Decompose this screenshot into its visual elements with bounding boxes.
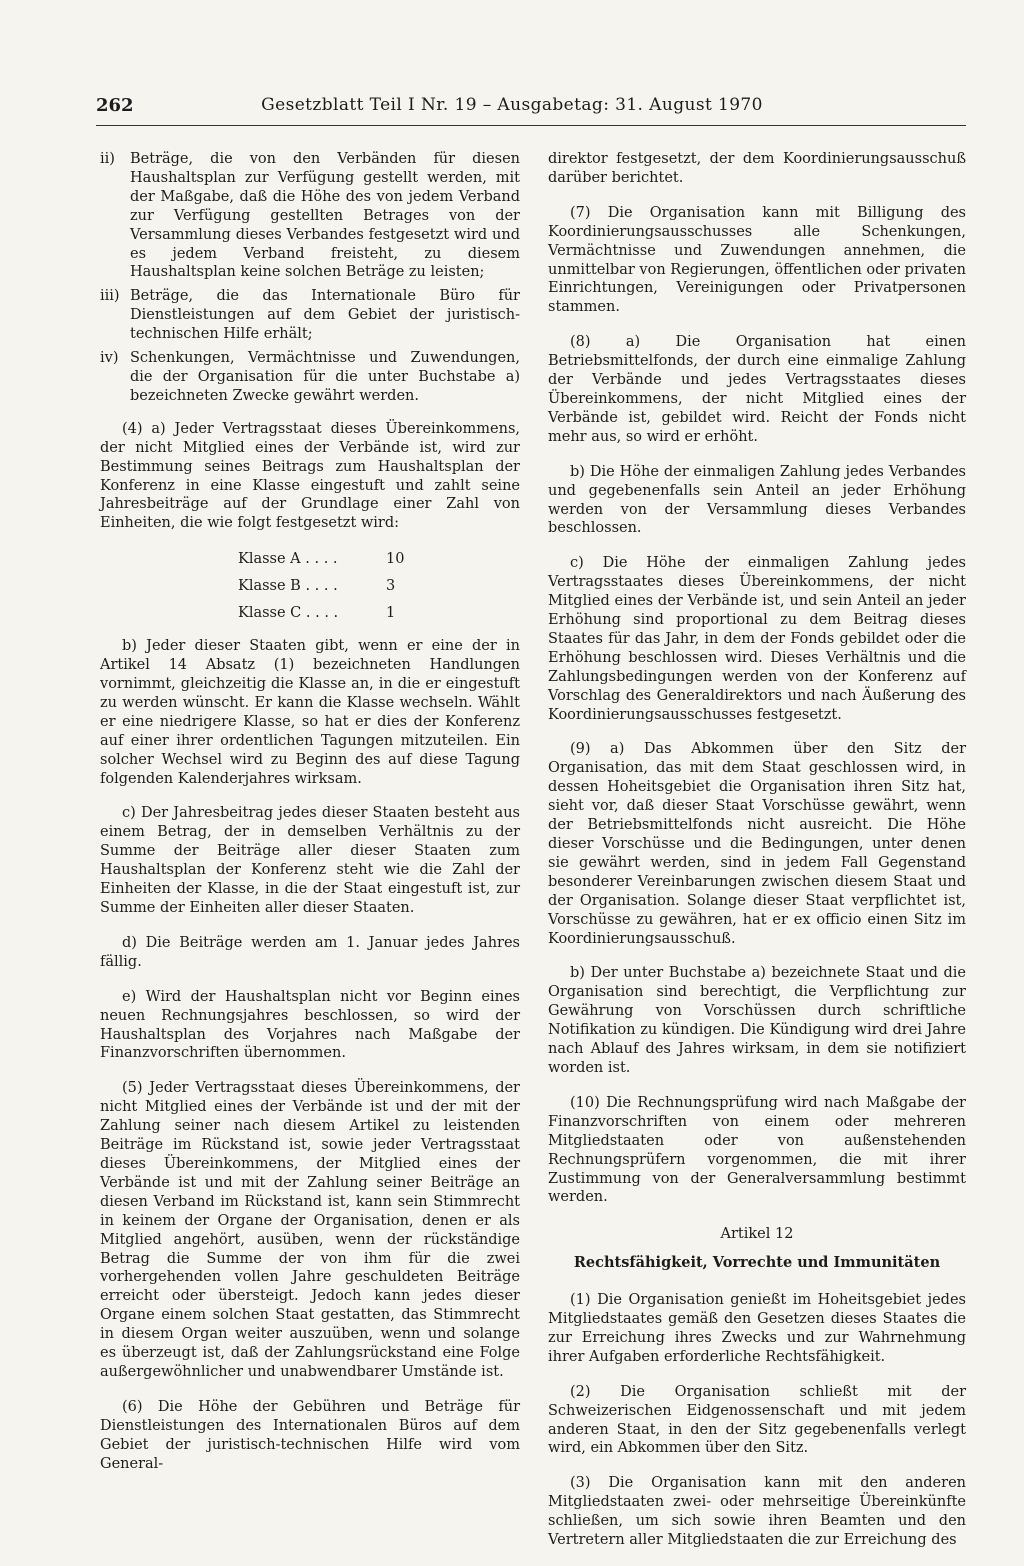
paragraph-4b: b) Jeder dieser Staaten gibt, wenn er eine der in Artikel 14 Absatz (1) bezeichneten Handlungen vornimmt, gleichzeitig die Klasse an, in die er eingestuft zu werden wünscht. Er kann die Klasse wechseln. Wählt er eine niedrigere Klasse, so hat er dies der Konferenz auf einer ihrer ordentlichen Tagungen mitzuteilen. Ein solcher Wechsel wird zu Beginn des auf diese Tagung folgenden Kalenderjahres wirksam. xyxy=(100,638,520,787)
paragraph-8b: b) Die Höhe der einmaligen Zahlung jedes Verbandes und gegebenenfalls sein Anteil an jeder Erhöhung werden von der Versammlung dieses Verbandes beschlossen. xyxy=(548,463,966,537)
article-subheading: Rechtsfähigkeit, Vorrechte und Immunitäten xyxy=(573,1254,941,1272)
list-item-text: Beträge, die das Internationale Büro für Dienstleistungen auf dem Gebiet der juristisch-technischen Hilfe erhält; xyxy=(130,288,520,343)
page-title: Gesetzblatt Teil I Nr. 19 – Ausgabetag: 31. August 1970 xyxy=(261,95,763,115)
article-12-paragraph-1: (1) Die Organisation genießt im Hoheitsgebiet jedes Mitgliedstaates gemäß den Gesetzen dieses Staates die zur Erreichung ihres Zwecks und zur Wahrnehmung ihrer Aufgaben erforderliche Rechtsfähigkeit. xyxy=(548,1292,966,1365)
paragraph-4c: c) Der Jahresbeitrag jedes dieser Staaten besteht aus einem Betrag, der in demselben Verhältnis zu der Summe der Beiträge aller dieser Staaten zum Haushaltsplan der Konferenz steht wie die Zahl der Einheiten der Klasse, in die der Staat eingestuft ist, zur Summe der Einheiten aller dieser Staaten. xyxy=(100,805,520,916)
paragraph-6: (6) Die Höhe der Gebühren und Beträge für Dienstleistungen des Internationalen Büros auf dem Gebiet der juristisch-technischen Hilfe wird vom General- xyxy=(100,1398,520,1472)
page-number: 262 xyxy=(96,95,134,116)
class-name: Klasse C . . . . xyxy=(238,605,339,622)
class-name: Klasse A . . . . xyxy=(238,551,338,568)
list-item-text: Schenkungen, Vermächtnisse und Zuwendungen, die der Organisation für die unter Buchstabe a) bezeichneten Zwecke gewährt werden. xyxy=(130,350,520,404)
paragraph-6-continued: direktor festgesetzt, der dem Koordinierungsausschuß darüber berichtet. xyxy=(548,151,966,186)
list-marker: iv) xyxy=(100,350,119,367)
paragraph-4a: (4) a) Jeder Vertragsstaat dieses Übereinkommens, der nicht Mitglied eines der Verbände ist, wird zur Bestimmung seines Beitrags zum Haushaltsplan der Konferenz in eine Klasse eingestuft und zahlt seine Jahresbeiträge auf der Grundlage einer Zahl von Einheiten, die wie folgt festgesetzt wird: xyxy=(100,420,520,532)
list-item xyxy=(100,287,520,344)
header-divider xyxy=(96,125,966,126)
paragraph-4e: e) Wird der Haushaltsplan nicht vor Beginn eines neuen Rechnungsjahres beschlossen, so wird der Haushaltsplan des Vorjahres nach Maßgabe der Finanzvorschriften übernommen. xyxy=(100,988,520,1062)
paragraph-9b: b) Der unter Buchstabe a) bezeichnete Staat und die Organisation sind berechtigt, die Verpflichtung zur Gewährung von Vorschüssen durch schriftliche Notifikation zu kündigen. Die Kündigung wird drei Jahre nach Ablauf des Jahres wirksam, in dem sie notifiziert worden ist. xyxy=(548,965,966,1076)
class-name: Klasse B . . . . xyxy=(238,578,338,595)
page-header xyxy=(0,95,1024,125)
paragraph-10: (10) Die Rechnungsprüfung wird nach Maßgabe der Finanzvorschriften von einem oder mehreren Mitgliedstaaten oder von außenstehenden Rechnungsprüfern vorgenommen, die mit ihrer Zustimmung von der Generalversammlung bestimmt werden. xyxy=(548,1094,966,1206)
right-column xyxy=(548,150,966,1566)
article-12-paragraph-3: (3) Die Organisation kann mit den anderen Mitgliedstaaten zwei- oder mehrseitige Übereinkünfte schließen, um sich sowie ihren Beamten und den Vertretern aller Mitgliedstaaten die zur Erreichung des xyxy=(548,1475,966,1549)
paragraph-8c: c) Die Höhe der einmaligen Zahlung jedes Vertragsstaates dieses Übereinkommens, der nicht Mitglied eines der Verbände ist, und sein Anteil an jeder Erhöhung sind proportional zu dem Beitrag dieses Staates für das Jahr, in dem der Fonds gebildet oder die Erhöhung beschlossen wird. Dieses Verhältnis und die Zahlungsbedingungen werden von der Konferenz auf Vorschlag des Generaldirektors und nach Äußerung des Koordinierungsausschusses festgesetzt. xyxy=(548,555,966,723)
class-units: 3 xyxy=(386,578,396,595)
left-column xyxy=(100,150,520,1489)
paragraph-8a: (8) a) Die Organisation hat einen Betriebsmittelfonds, der durch eine einmalige Zahlung der Verbände und jedes Vertragsstaates dieses Übereinkommens, der nicht Mitglied eines der Verbände ist, gebildet wird. Reicht der Fonds nicht mehr aus, so wird er erhöht. xyxy=(548,334,966,445)
list-item xyxy=(100,349,520,406)
article-heading: Artikel 12 xyxy=(720,1226,794,1243)
list-item-text: Beträge, die von den Verbänden für diesen Haushaltsplan zur Verfügung gestellt werden, mit der Maßgabe, daß die Höhe des von jedem Verband zur Verfügung gestellten Betrages von der Versammlung dieses Verbandes festgesetzt wird und es jedem Verband freisteht, zu diesem Haushaltsplan keine solchen Beträge zu leisten; xyxy=(130,151,520,281)
class-row xyxy=(238,549,520,569)
paragraph-5: (5) Jeder Vertragsstaat dieses Übereinkommens, der nicht Mitglied eines der Verbände ist und der mit der Zahlung seiner nach diesem Artikel zu leistenden Beiträge im Rückstand ist, sowie jeder Vertragsstaat dieses Übereinkommens, der Mitglied eines der Verbände ist und mit der Zahlung seiner Beiträge an diesen Verband im Rückstand ist, kann sein Stimmrecht in keinem der Organe der Organisation, denen er als Mitglied angehört, ausüben, wenn der rückständige Betrag die Summe der von ihm für die zwei vorhergehenden vollen Jahre geschuldeten Beiträge erreicht oder übersteigt. Jedoch kann jedes dieser Organe einem solchen Staat gestatten, das Stimmrecht in diesem Organ weiter auszuüben, wenn und solange es überzeugt ist, daß der Zahlungsrückstand eine Folge außergewöhnlicher und unabwendbarer Umstände ist. xyxy=(100,1080,520,1380)
paragraph-7: (7) Die Organisation kann mit Billigung des Koordinierungsausschusses alle Schenkungen, Vermächtnisse und Zuwendungen annehmen, die unmittelbar von Regierungen, öffentlichen oder privaten Einrichtungen, Vereinigungen oder Privatpersonen stammen. xyxy=(548,204,966,316)
class-table xyxy=(100,549,520,623)
class-row xyxy=(238,603,520,623)
paragraph-9a: (9) a) Das Abkommen über den Sitz der Organisation, das mit dem Staat geschlossen wird, in dessen Hoheitsgebiet die Organisation ihren Sitz hat, sieht vor, daß dieser Staat Vorschüsse gewährt, wenn der Betriebsmittelfonds nicht ausreicht. Die Höhe dieser Vorschüsse und die Bedingungen, unter denen sie gewährt werden, sind in jedem Fall Gegenstand besonderer Vereinbarungen zwischen diesem Staat und der Organisation. Solange dieser Staat verpflichtet ist, Vorschüsse zu gewähren, hat er ex officio einen Sitz im Koordinierungsausschuß. xyxy=(548,741,966,947)
paragraph-4d: d) Die Beiträge werden am 1. Januar jedes Jahres fällig. xyxy=(100,934,520,970)
list-marker: iii) xyxy=(100,288,120,305)
list-marker: ii) xyxy=(100,151,115,167)
class-units: 1 xyxy=(386,605,396,622)
list-item xyxy=(100,150,520,282)
article-12-paragraph-2: (2) Die Organisation schließt mit der Schweizerischen Eidgenossenschaft und mit jedem anderen Staat, in den der Sitz gegebenenfalls verlegt wird, ein Abkommen über den Sitz. xyxy=(548,1383,966,1457)
class-row xyxy=(238,576,520,596)
funding-sources-list xyxy=(100,150,520,406)
class-units: 10 xyxy=(386,551,405,568)
